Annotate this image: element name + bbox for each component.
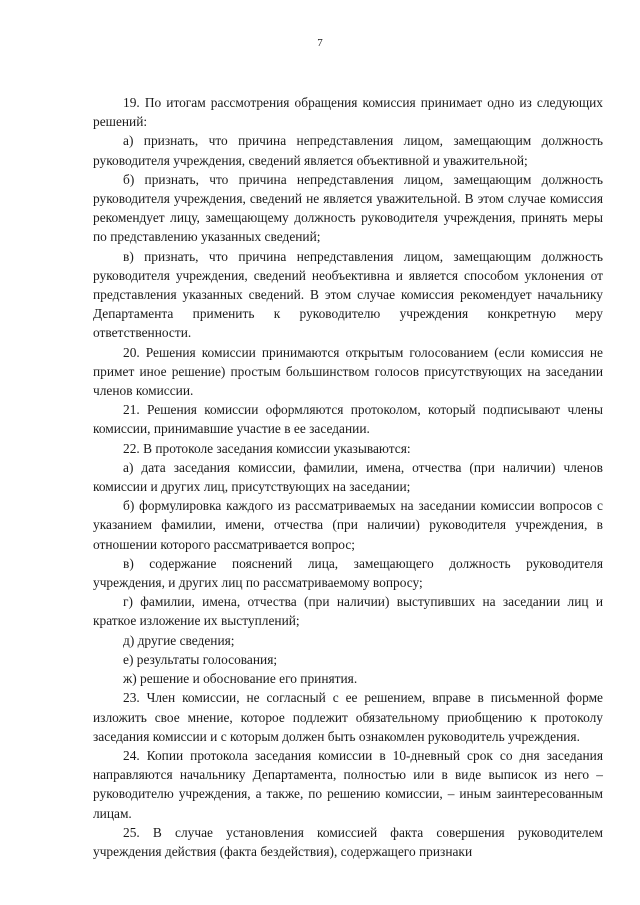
paragraph-21: 21. Решения комиссии оформляются протоколом, который подписывают члены комиссии, принимавшие участие в ее заседании. xyxy=(93,402,603,437)
paragraph-22-a: а) дата заседания комиссии, фамилии, имена, отчества (при наличии) членов комиссии и других лиц, присутствующих на заседании; xyxy=(93,459,603,495)
paragraph-19-b: б) признать, что причина непредставления лицом, замещающим должность руководителя учреждения, сведений не является уважительной. В этом случае комиссия рекомендует лицу, замещающему должность руководителя учреждения, принять меры по представлению указанных сведений; xyxy=(93,171,603,245)
paragraph-22: 22. В протоколе заседания комиссии указываются: xyxy=(123,440,411,456)
paragraph-22-zh: ж) решение и обоснование его принятия. xyxy=(123,671,358,687)
paragraph-24: 24. Копии протокола заседания комиссии в 10-дневный срок со дня заседания направляются начальнику Департамента, полностью или в виде выписок из него – руководителю учреждения, а также, по решению комиссии, – иным заинтересованным лицам. xyxy=(93,747,603,821)
paragraph-22-g: г) фамилии, имена, отчества (при наличии) выступивших на заседании лиц и краткое изложение их выступлений; xyxy=(93,594,603,629)
paragraph-19: 19. По итогам рассмотрения обращения комиссия принимает одно из следующих решений: xyxy=(93,95,603,130)
paragraph-22-e: е) результаты голосования; xyxy=(123,651,278,667)
paragraph-23: 23. Член комиссии, не согласный с ее решением, вправе в письменной форме изложить свое мнение, которое подлежит обязательному приобщению к протоколу заседания комиссии и с которым должен быть ознакомлен руководитель учреждения. xyxy=(93,690,603,744)
page-number: 7 xyxy=(317,37,323,49)
paragraph-22-v: в) содержание пояснений лица, замещающего должность руководителя учреждения, и других лиц по рассматриваемому вопросу; xyxy=(93,555,603,591)
paragraph-19-a: а) признать, что причина непредставления лицом, замещающим должность руководителя учреждения, сведений является объективной и уважительной; xyxy=(93,133,603,168)
paragraph-19-v: в) признать, что причина непредставления лицом, замещающим должность руководителя учреждения, сведений необъективна и является способом уклонения от представления указанных сведений. В этом случае комиссия рекомендует начальнику Департамента применить к руководителю учреждения конкретную меру ответственности. xyxy=(93,248,603,341)
paragraph-20: 20. Решения комиссии принимаются открытым голосованием (если комиссия не примет иное решение) простым большинством голосов присутствующих на заседании членов комиссии. xyxy=(93,344,603,399)
document-body xyxy=(93,93,603,861)
paragraph-25: 25. В случае установления комиссией факта совершения руководителем учреждения действия (факта бездействия), содержащего признаки xyxy=(93,824,603,859)
paragraph-22-d: д) другие сведения; xyxy=(123,632,235,648)
paragraph-22-b: б) формулировка каждого из рассматриваемых на заседании комиссии вопросов с указанием фамилии, имени, отчества (при наличии) руководителя учреждения, в отношении которого рассматривается вопрос; xyxy=(93,498,603,552)
